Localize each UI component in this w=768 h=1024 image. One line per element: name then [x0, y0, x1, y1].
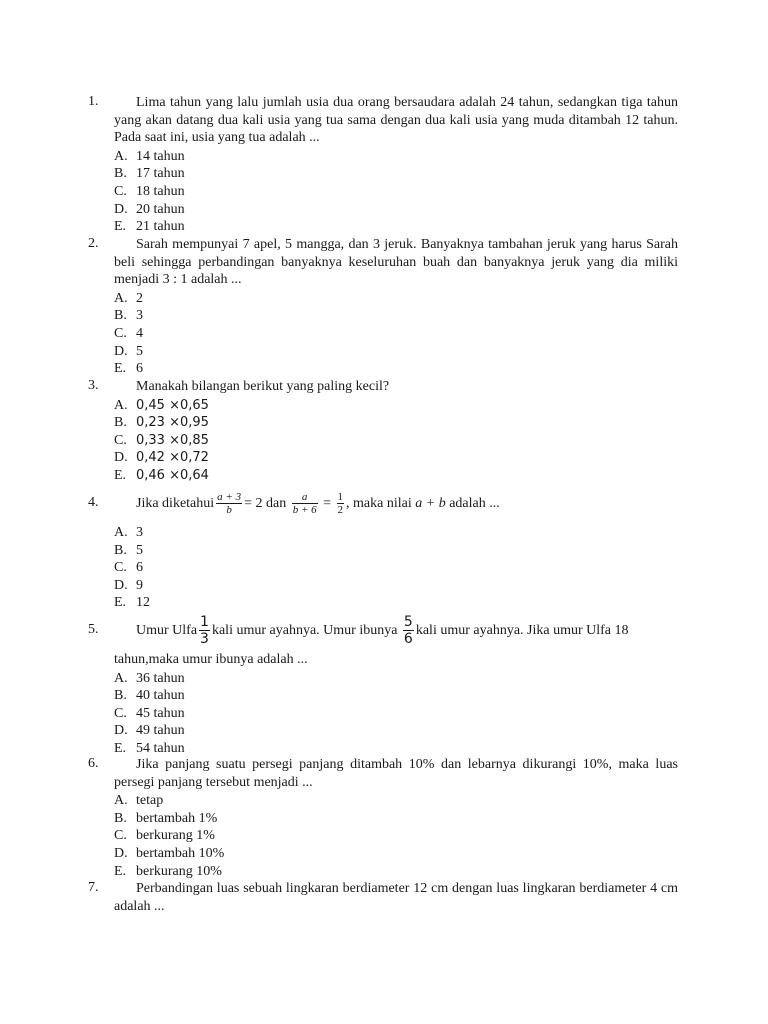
question-number: 5.	[88, 622, 99, 637]
question-text: Umur Ulfa $\frac{1}{3}$ kali umur ayahnya. Umur ibunya $\frac{5}{6}$ kali umur ayahnya. Jika umur Ulfa 18	[136, 614, 629, 648]
question-4	[88, 484, 678, 612]
option-e: E. 0,46 ×0,64	[114, 467, 209, 483]
question-text: Jika panjang suatu persegi panjang ditambah 10% dan lebarnya dikurangi 10%, maka luas persegi panjang tersebut menjadi ...	[114, 757, 678, 790]
question-number: 7.	[88, 880, 99, 895]
option-e: E. 54 tahun	[114, 740, 185, 756]
option-d: D. 49 tahun	[114, 723, 185, 739]
option-d: D. 9	[114, 577, 143, 593]
options-list	[114, 792, 678, 880]
question-6	[88, 756, 678, 880]
question-number: 2.	[88, 236, 99, 251]
fraction-1: $\frac{a + 3}{b}$	[217, 491, 242, 517]
options-list	[114, 524, 678, 612]
option-c: C. 6	[114, 560, 143, 576]
option-b: B. 3	[114, 308, 143, 324]
option-e: E. 12	[114, 595, 150, 611]
question-5	[88, 611, 678, 758]
option-d: D. 20 tahun	[114, 201, 185, 217]
question-number: 1.	[88, 94, 99, 109]
options-list	[114, 397, 678, 485]
question-text: Lima tahun yang lalu jumlah usia dua orang bersaudara adalah 24 tahun, sedangkan tiga tahun yang akan datang dua kali usia yang tua sama dengan dua kali usia yang muda ditambah 12 tahun. Pada saat ini, usia yang tua adalah ...	[114, 95, 678, 146]
option-c: C. 45 tahun	[114, 705, 185, 721]
fraction-1: $\frac{1}{3}$	[200, 614, 209, 648]
question-2	[88, 236, 678, 378]
option-a: A. 0,45 ×0,65	[114, 397, 209, 413]
question-7	[88, 880, 678, 915]
option-c: C. 0,33 ×0,85	[114, 432, 209, 448]
question-text-continued: tahun,maka umur ibunya adalah ...	[114, 652, 308, 667]
question-1	[88, 94, 678, 236]
option-b: B. 0,23 ×0,95	[114, 415, 209, 431]
option-b: B. 40 tahun	[114, 688, 185, 704]
option-b: B. 5	[114, 542, 143, 558]
option-d: D. bertambah 10%	[114, 845, 225, 861]
option-b: B. bertambah 1%	[114, 810, 218, 826]
options-list	[114, 148, 678, 236]
options-list	[114, 670, 678, 758]
option-b: B. 17 tahun	[114, 166, 185, 182]
fraction-2: $\frac{a}{b + 6}$	[292, 491, 317, 517]
option-a: A. tetap	[114, 793, 164, 809]
question-number: 6.	[88, 756, 99, 771]
option-c: C. berkurang 1%	[114, 828, 215, 844]
question-text: Manakah bilangan berikut yang paling kecil?	[136, 379, 390, 394]
option-a: A. 3	[114, 525, 143, 540]
question-text: Jika diketahui $\frac{a + 3}{b}$ = 2 dan $\frac{a}{b + 6}$ = $\frac{1}{2}$ , maka nilai a + b adalah ...	[136, 491, 500, 517]
question-text: Sarah mempunyai 7 apel, 5 mangga, dan 3 jeruk. Banyaknya tambahan jeruk yang harus Sarah beli sehingga perbandingan banyaknya keseluruhan buah dan banyaknya jeruk yang dia miliki menjadi 3 : 1 adalah ...	[114, 237, 678, 288]
option-e: E. 21 tahun	[114, 219, 185, 235]
option-d: D. 0,42 ×0,72	[114, 450, 209, 466]
options-list	[114, 290, 678, 378]
question-number: 3.	[88, 378, 99, 393]
question-number: 4.	[88, 495, 99, 510]
option-e: E. 6	[114, 361, 143, 377]
question-text: Perbandingan luas sebuah lingkaran berdiameter 12 cm dengan luas lingkaran berdiameter 4 cm adalah ...	[114, 881, 678, 914]
option-d: D. 5	[114, 343, 143, 359]
fraction-3: $\frac{1}{2}$	[337, 491, 344, 517]
option-a: A. 2	[114, 290, 143, 306]
fraction-2: $\frac{5}{6}$	[403, 614, 413, 648]
option-a: A. 14 tahun	[114, 148, 185, 164]
option-a: A. 36 tahun	[114, 670, 185, 686]
option-e: E. berkurang 10%	[114, 863, 222, 879]
question-3	[88, 378, 678, 485]
option-c: C. 4	[114, 325, 143, 341]
option-c: C. 18 tahun	[114, 183, 185, 199]
